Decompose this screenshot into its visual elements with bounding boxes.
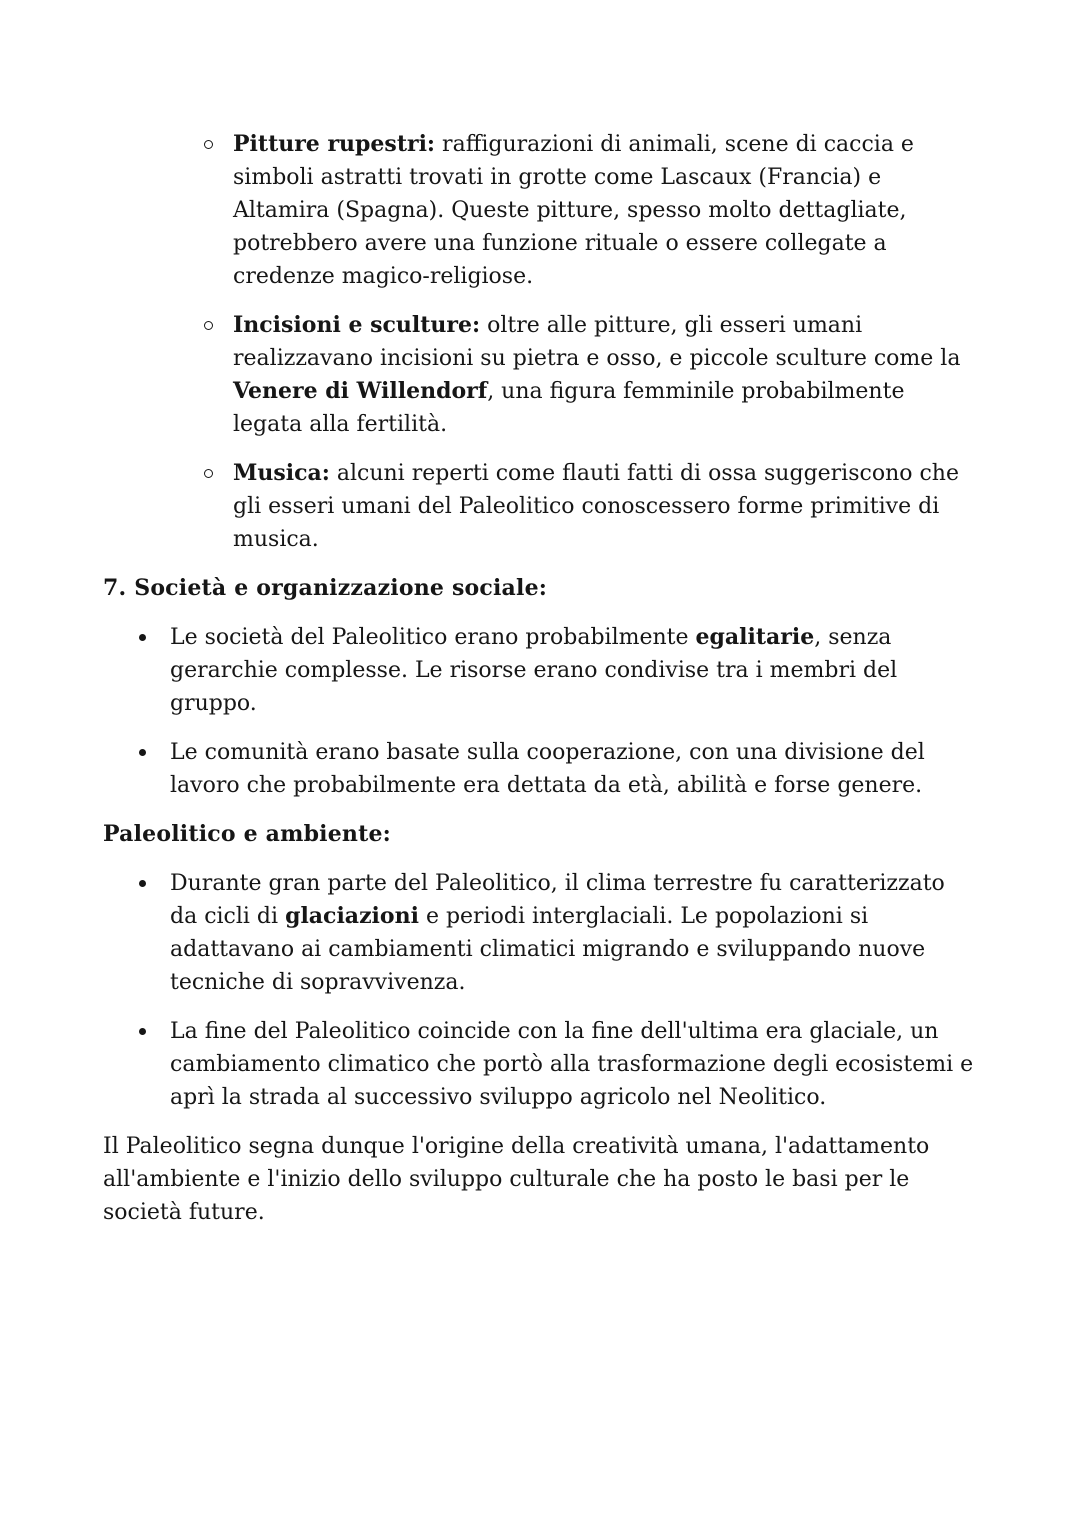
bullet-body-text: e periodi interglaciali. Le popolazioni si adattavano ai cambiamenti climatici migrando e sviluppando nuove tecniche di sopravvivenza. [170,904,926,995]
list-item-comunita [170,736,976,802]
list-item-fine-paleolitico [170,1015,976,1114]
bullet-body-text: , una figura femminile probabilmente legata alla fertilità. [233,379,905,437]
hollow-circle-bullet-icon [204,469,213,478]
bullet-body-text: raffigurazioni di animali, scene di caccia e simboli astratti trovati in grotte come Lascaux (Francia) e Altamira (Spagna). Queste pitture, spesso molto dettagliate, potrebbero avere una funzione rituale o essere collegate a credenze magico-religiose. [233,132,914,289]
bullet-bold-term: glaciazioni [285,903,419,929]
bullet-body-text: Le comunità erano basate sulla cooperazione, con una divisione del lavoro che probabilmente era dettata da età, abilità e forse genere. [170,740,925,798]
bullet-body-text: , senza gerarchie complesse. Le risorse erano condivise tra i membri del gruppo. [170,625,898,716]
bullet-body-text: oltre alle pitture, gli esseri umani realizzavano incisioni su pietra e osso, e piccole sculture come la [233,313,961,371]
bullet-bold-term: Venere di Willendorf [233,378,488,404]
bullet-bold-lead: Incisioni e sculture: [233,312,481,338]
bullet-bold-lead: Pitture rupestri: [233,131,436,157]
solid-dot-bullet-icon [139,634,146,641]
bullet-body-text: La fine del Paleolitico coincide con la fine dell'ultima era glaciale, un cambiamento climatico che portò alla trasformazione degli ecosistemi e aprì la strada al successivo sviluppo agricolo nel Neolitico. [170,1019,974,1110]
closing-paragraph: Il Paleolitico segna dunque l'origine della creatività umana, l'adattamento all'ambiente e l'inizio dello sviluppo culturale che ha posto le basi per le società future. [103,1134,930,1225]
bullet-bold-lead: Musica: [233,460,330,486]
art-expressions-sublist [103,128,980,556]
bullet-body-text: Le società del Paleolitico erano probabilmente [170,625,696,650]
section-heading-societa: 7. Società e organizzazione sociale: [103,575,548,601]
list-item-glaciazioni [170,867,976,999]
hollow-circle-bullet-icon [204,140,213,149]
ambiente-bullet-list [103,867,980,1114]
bullet-bold-term: egalitarie [695,624,815,650]
list-item-pitture-rupestri [233,128,961,293]
hollow-circle-bullet-icon [204,321,213,330]
list-item-incisioni-sculture [233,309,961,441]
solid-dot-bullet-icon [139,880,146,887]
societa-bullet-list [103,621,980,802]
list-item-egalitarie [170,621,976,720]
solid-dot-bullet-icon [139,1028,146,1035]
solid-dot-bullet-icon [139,749,146,756]
bullet-body-text: alcuni reperti come flauti fatti di ossa suggeriscono che gli esseri umani del Paleolitico conoscessero forme primitive di musica. [233,461,959,552]
section-heading-ambiente: Paleolitico e ambiente: [103,821,392,847]
bullet-body-text: Durante gran parte del Paleolitico, il clima terrestre fu caratterizzato da cicli di [170,871,945,929]
list-item-musica [233,457,961,556]
